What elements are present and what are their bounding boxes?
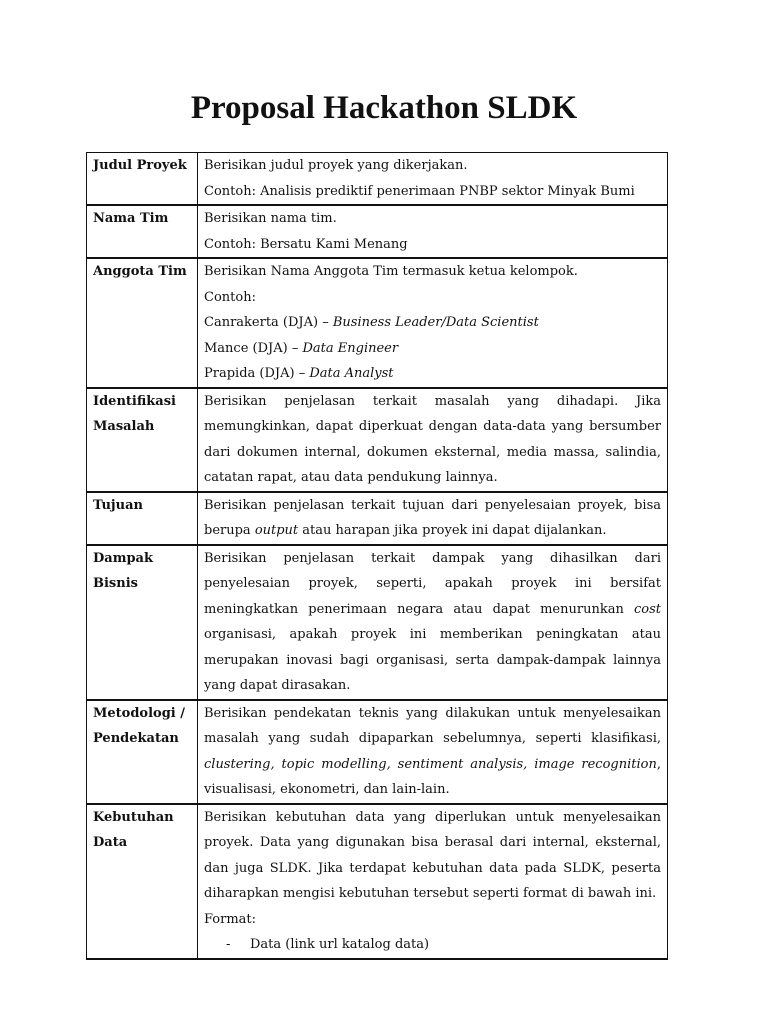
desc-paragraph: Berisikan kebutuhan data yang diperlukan untuk menyelesaikan proyek. Data yang digunakan bisa berasal dari internal, eksternal, dan juga SLDK. Jika terdapat kebutuhan data pada SLDK, peserta diharapkan mengisi kebutuhan tersebut seperti format di bawah ini.	[204, 809, 661, 901]
member-item	[204, 310, 661, 336]
row-label-tujuan: Tujuan	[87, 492, 198, 545]
member-role: Data Analyst	[309, 366, 394, 381]
member-name: Prapida (DJA) –	[204, 366, 310, 381]
row-desc-kebutuhan-data	[198, 804, 668, 959]
row-desc-tujuan	[198, 492, 668, 545]
desc-line: Contoh: Bersatu Kami Menang	[204, 236, 408, 252]
desc-italic-text: cost	[633, 601, 661, 617]
list-item	[204, 932, 661, 958]
row-desc-metodologi	[198, 700, 668, 804]
list-item-text: Data (link url katalog data)	[250, 937, 430, 952]
table-row-dampak-bisnis	[87, 545, 668, 700]
label-line: Data	[93, 835, 128, 850]
desc-line: Berisikan nama tim.	[204, 211, 337, 226]
label-line: Metodologi /	[93, 705, 186, 721]
row-label-identifikasi-masalah	[87, 388, 198, 492]
row-label-kebutuhan-data	[87, 804, 198, 959]
table-row-nama-tim	[87, 205, 668, 258]
desc-paragraph	[204, 701, 661, 803]
desc-paragraph	[204, 546, 661, 699]
row-desc-judul-proyek	[198, 153, 668, 206]
member-name: Canrakerta (DJA) –	[204, 315, 333, 330]
row-desc-anggota-tim	[198, 258, 668, 388]
table-row-identifikasi-masalah	[87, 388, 668, 492]
row-desc-identifikasi-masalah	[198, 388, 668, 492]
desc-text: Berisikan pendekatan teknis yang dilakukan untuk menyelesaikan masalah yang sudah dipaparkan sebelumnya, seperti klasifikasi,	[204, 705, 661, 746]
table-row-kebutuhan-data	[87, 804, 668, 959]
label-line: Identifikasi	[93, 393, 176, 409]
table-row-metodologi	[87, 700, 668, 804]
proposal-table	[86, 152, 668, 960]
row-desc-nama-tim	[198, 205, 668, 258]
member-name: Mance (DJA) –	[204, 340, 303, 356]
format-label: Format:	[204, 911, 257, 927]
label-line: Masalah	[93, 419, 155, 434]
table-row-anggota-tim	[87, 258, 668, 388]
table-row-judul-proyek	[87, 153, 668, 206]
bullet-dash: -	[226, 937, 231, 952]
desc-text: , visualisasi, ekonometri, dan lain-lain.	[204, 756, 661, 797]
desc-paragraph: Berisikan penjelasan terkait masalah yang dihadapi. Jika memungkinkan, dapat diperkuat dengan data-data yang bersumber dari dokumen internal, dokumen eksternal, media massa, salindia, catatan rapat, atau data pendukung lainnya.	[204, 393, 661, 485]
table-row-tujuan	[87, 492, 668, 545]
desc-line: Contoh: Analisis prediktif penerimaan PNBP sektor Minyak Bumi	[204, 183, 635, 199]
desc-italic-text: output	[254, 523, 299, 538]
row-label-nama-tim: Nama Tim	[87, 205, 198, 258]
desc-text: Berisikan penjelasan terkait tujuan dari penyelesaian proyek, bisa berupa	[204, 497, 661, 538]
row-label-metodologi	[87, 700, 198, 804]
member-item	[204, 361, 661, 387]
member-item	[204, 336, 661, 362]
desc-text: atau harapan jika proyek ini dapat dijalankan.	[298, 523, 607, 538]
page-title: Proposal Hackathon SLDK	[190, 90, 578, 126]
row-label-judul-proyek: Judul Proyek	[87, 153, 198, 206]
label-line: Pendekatan	[93, 731, 179, 746]
desc-paragraph	[204, 493, 661, 544]
member-role: Business Leader/Data Scientist	[332, 315, 539, 330]
desc-line: Berisikan Nama Anggota Tim termasuk ketua kelompok.	[204, 264, 578, 279]
example-label: Contoh:	[204, 289, 256, 305]
label-line: Kebutuhan	[93, 809, 174, 825]
desc-text: organisasi, apakah proyek ini memberikan peningkatan atau merupakan inovasi bagi organisasi, serta dampak-dampak lainnya yang dapat dirasakan.	[204, 627, 661, 693]
member-role: Data Engineer	[302, 340, 399, 356]
row-label-dampak-bisnis	[87, 545, 198, 700]
label-line: Bisnis	[93, 576, 138, 591]
desc-italic-text: clustering, topic modelling, sentiment analysis, image recognition	[204, 756, 657, 772]
desc-text: Berisikan penjelasan terkait dampak yang dihasilkan dari penyelesaian proyek, seperti, apakah proyek ini bersifat meningkatkan penerimaan negara atau dapat menurunkan	[204, 550, 661, 617]
desc-line: Berisikan judul proyek yang dikerjakan.	[204, 158, 468, 173]
row-desc-dampak-bisnis	[198, 545, 668, 700]
label-line: Dampak	[93, 550, 153, 566]
row-label-anggota-tim: Anggota Tim	[87, 258, 198, 388]
